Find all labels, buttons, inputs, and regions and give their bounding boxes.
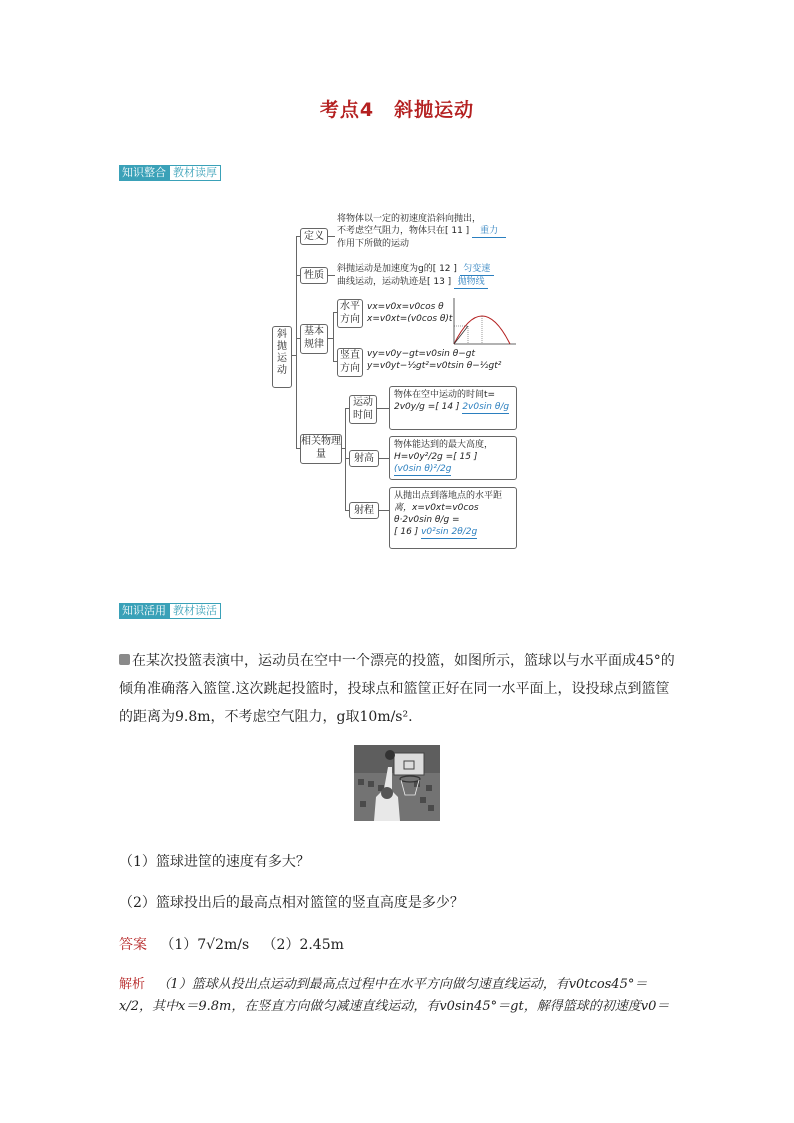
- connector: [296, 236, 297, 448]
- page-title: 考点4 斜抛运动: [319, 99, 475, 121]
- badge-primary: 知识整合: [119, 165, 169, 181]
- explanation: 解析 （1）篮球从投出点运动到最高点过程中在水平方向做匀速直线运动，有v0tcos45°＝ x/2，其中x＝9.8m，在竖直方向做匀减速直线运动，有v0sin45°＝gt，解得篮球的初速度v0＝: [119, 977, 670, 1014]
- vertical-equations: vy=v0y−gt=v0sin θ−gt y=v0yt−½gt²=v0tsin θ−½gt²: [367, 349, 502, 371]
- box-range: 从抛出点到落地点的水平距 离，x=v0xt=v0cos θ·2v0sin θ/g = [ 16 ] v0²sin 2θ/2g: [389, 487, 517, 549]
- node-definition: 定义: [300, 228, 328, 245]
- connector: [327, 275, 335, 276]
- question-2: （2）篮球投出后的最高点相对篮筐的竖直高度是多少？: [119, 895, 464, 911]
- node-flight-time: 运动时间: [349, 395, 377, 424]
- connector: [345, 408, 346, 510]
- node-vertical: 竖直方向: [337, 348, 363, 377]
- mindmap-root: 斜抛运动: [272, 326, 292, 388]
- badge-secondary: 教材读厚: [169, 165, 221, 181]
- answer-line: [119, 934, 344, 954]
- section-badge-knowledge: [119, 165, 221, 181]
- property-text: 斜抛运动是加速度为g的[ 12 ] 匀变速 曲线运动，运动轨迹是[ 13 ] 抛物线: [337, 263, 527, 289]
- question-1: （1）篮球进筐的速度有多大？: [119, 854, 310, 870]
- node-property: 性质: [300, 267, 328, 284]
- horizontal-equations: vx=v0x=v0cos θ x=v0xt=(v0cos θ)t: [367, 302, 453, 324]
- example-icon: [119, 654, 130, 665]
- answer-label: 答案: [119, 937, 147, 953]
- definition-text: 将物体以一定的初速度沿斜向抛出， 不考虑空气阻力，物体只在[ 11 ] 重力 作用下所做的运动: [337, 213, 527, 250]
- connector: [378, 510, 389, 511]
- node-related-quantities: 相关物理量: [300, 434, 342, 464]
- problem-statement: 在某次投篮表演中，运动员在空中一个漂亮的投篮，如图所示，篮球以与水平面成45°的 倾角准确落入篮筐.这次跳起投篮时，投球点和篮筐正好在同一水平面上，设投球点到篮筐 的距离为9.8m，不考虑空气阻力，g取10m/s².: [119, 653, 675, 725]
- box-flight-time: 物体在空中运动的时间t= 2v0y/g =[ 14 ] 2v0sin θ/g: [389, 386, 517, 430]
- node-basic-law: 基本规律: [300, 324, 328, 354]
- answer-2: （2）2.45m: [262, 937, 344, 953]
- basketball-photo: [354, 745, 440, 821]
- badge-primary: 知识活用: [119, 603, 169, 619]
- connector: [376, 408, 389, 409]
- node-max-height: 射高: [349, 450, 379, 467]
- node-range: 射程: [349, 502, 379, 519]
- box-max-height: 物体能达到的最大高度， H=v0y²/2g =[ 15 ] (v0sin θ)²/2g: [389, 436, 517, 480]
- explanation-label: 解析: [119, 977, 146, 992]
- connector: [378, 458, 389, 459]
- answer-1: （1）7√2m/s: [160, 937, 250, 953]
- node-horizontal: 水平方向: [337, 299, 363, 328]
- section-badge-application: [119, 603, 221, 619]
- badge-secondary: 教材读活: [169, 603, 221, 619]
- connector: [327, 236, 335, 237]
- trajectory-diagram: [446, 296, 518, 348]
- connector: [333, 312, 334, 362]
